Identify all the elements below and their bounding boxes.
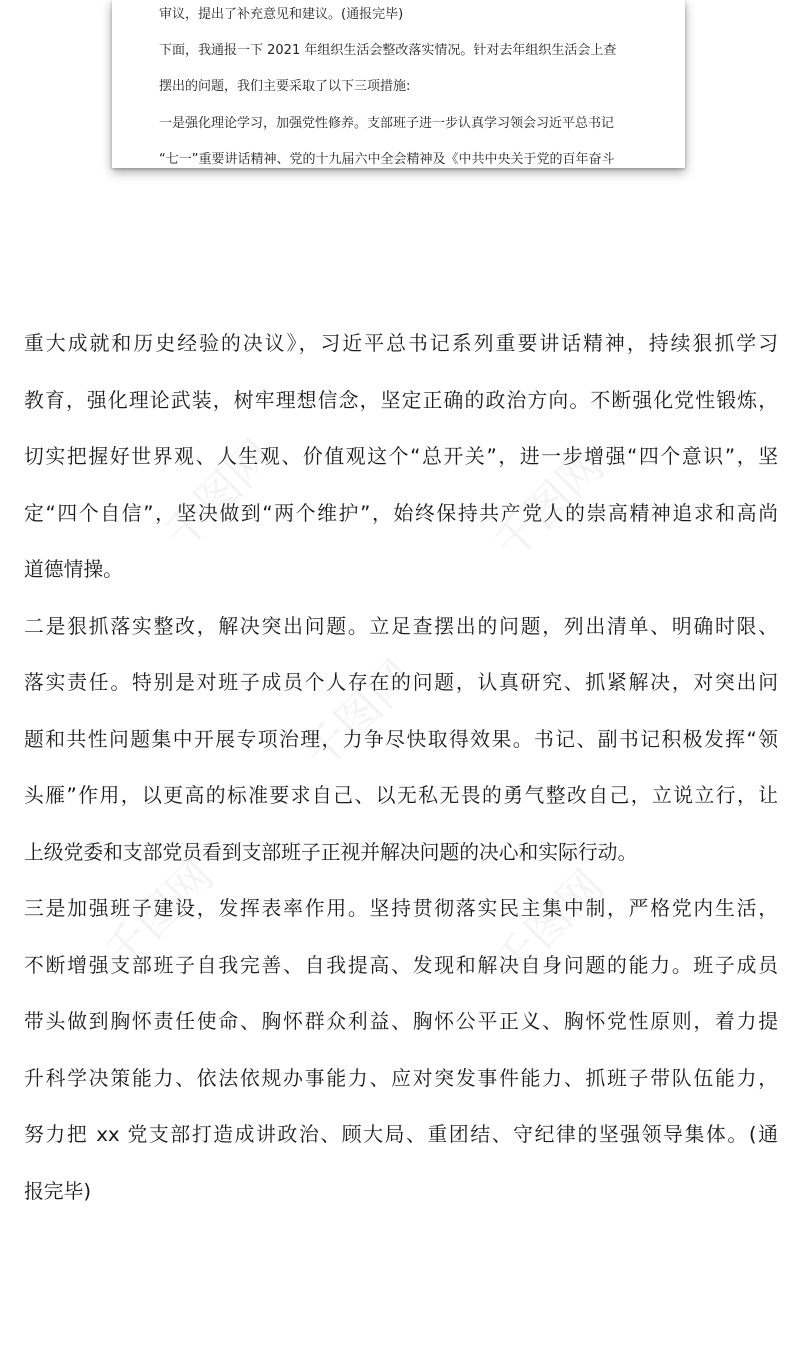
preview-line-2: 下面，我通报一下 2021 年组织生活会整改落实情况。针对去年组织生活会上查 xyxy=(159,43,617,58)
body-line-1: 重大成就和历史经验的决议》，习近平总书记系列重要讲话精神，持续狠抓学习 xyxy=(24,332,778,355)
body-line-5: 道德情操。 xyxy=(24,558,123,581)
preview-line-3: 摆出的问题，我们主要采取了以下三项措施: xyxy=(159,79,411,94)
body-line-12: 不断增强支部班子自我完善、自我提高、发现和解决自身问题的能力。班子成员 xyxy=(24,953,778,977)
body-line-16: 报完毕) xyxy=(24,1179,92,1203)
body-line-6: 二是狠抓落实整改，解决突出问题。立足查摆出的问题，列出清单、明确时限、 xyxy=(24,614,778,638)
body-line-13: 带头做到胸怀责任使命、胸怀群众利益、胸怀公平正义、胸怀党性原则，着力提 xyxy=(24,1010,778,1033)
body-line-10: 上级党委和支部党员看到支部班子正视并解决问题的决心和实际行动。 xyxy=(24,840,638,864)
body-line-3: 切实把握好世界观、人生观、价值观这个“总开关”，进一步增强“四个意识”，坚 xyxy=(24,445,778,468)
body-line-4: 定“四个自信”，坚决做到“两个维护”，始终保持共产党人的崇高精神追求和高尚 xyxy=(24,501,778,525)
body-line-7: 落实责任。特别是对班子成员个人存在的问题，认真研究、抓紧解决，对突出问 xyxy=(24,671,778,694)
watermark-3: 千图网 xyxy=(294,650,424,780)
watermark-2: 千图网 xyxy=(484,440,614,570)
watermark-5: 千图网 xyxy=(484,860,614,990)
body-line-9: 头雁”作用，以更高的标准要求自己、以无私无畏的勇气整改自己，立说立行，让 xyxy=(24,784,778,807)
body-line-11: 三是加强班子建设，发挥表率作用。坚持贯彻落实民主集中制，严格党内生活， xyxy=(24,897,778,920)
preview-line-1: 审议，提出了补充意见和建议。(通报完毕) xyxy=(159,7,404,22)
body-line-14: 升科学决策能力、依法依规办事能力、应对突发事件能力、抓班子带队伍能力， xyxy=(24,1066,778,1090)
body-line-15: 努力把 xx 党支部打造成讲政治、顾大局、重团结、守纪律的坚强领导集体。(通 xyxy=(24,1123,778,1146)
document-preview-card xyxy=(112,0,685,168)
document-body xyxy=(24,322,778,1226)
body-line-8: 题和共性问题集中开展专项治理，力争尽快取得效果。书记、副书记积极发挥“领 xyxy=(24,727,778,751)
body-line-2: 教育，强化理论武装，树牢理想信念，坚定正确的政治方向。不断强化党性锻炼， xyxy=(24,388,778,412)
preview-line-4: 一是强化理论学习，加强党性修养。支部班子进一步认真学习领会习近平总书记 xyxy=(159,116,615,131)
watermark-4: 千图网 xyxy=(94,850,224,980)
preview-line-5: “七一”重要讲话精神、党的十九届六中全会精神及《中共中央关于党的百年奋斗 xyxy=(159,152,615,167)
watermark-1: 千图网 xyxy=(154,430,284,560)
